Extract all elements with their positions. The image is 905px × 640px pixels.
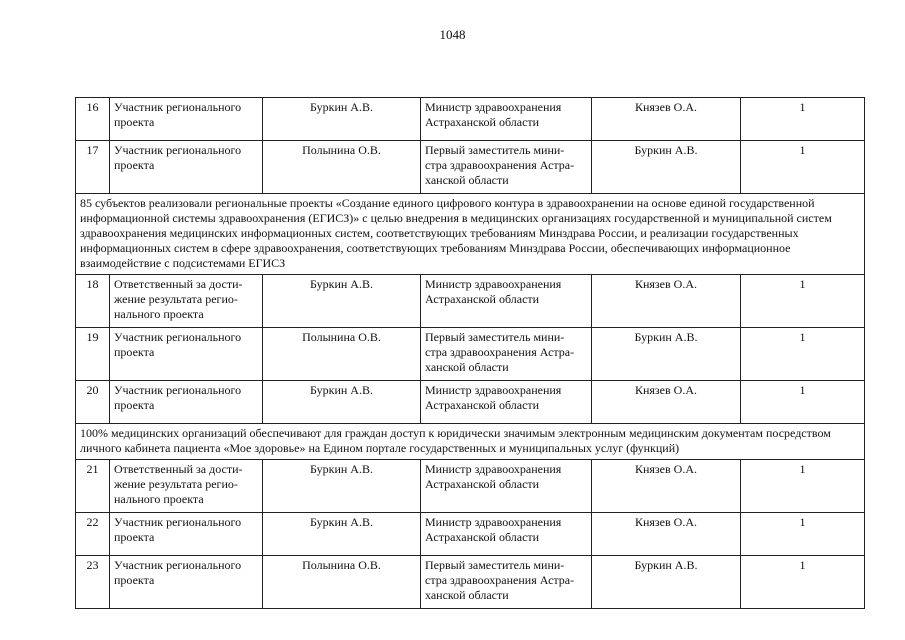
supervisor-cell-text: Князев О.А. (634, 462, 697, 476)
row-number-text: 22 (86, 515, 99, 529)
table-row (76, 460, 865, 513)
table-row (76, 98, 865, 141)
row-number-text: 21 (86, 462, 99, 476)
value-cell (741, 556, 865, 609)
row-number (76, 513, 110, 556)
role-cell (110, 513, 263, 556)
row-number-text: 19 (86, 330, 99, 344)
position-cell-text: Министр здравоохранения Астраханской области (425, 515, 562, 544)
row-number-text: 20 (86, 383, 99, 397)
row-number (76, 275, 110, 328)
row-number (76, 98, 110, 141)
person-name-cell (263, 513, 421, 556)
role-cell-text: Участник регионального проекта (114, 515, 242, 544)
section-heading-text: 100% медицинских организаций обеспечивают для граждан доступ к юридически значимым электронным медицинским документам посредством личного кабинета пациента «Мое здоровье» на Едином портале государственных и муниципальных услуг (функций) (76, 424, 865, 460)
table-row (76, 381, 865, 424)
supervisor-cell-text: Буркин А.В. (634, 143, 698, 157)
role-cell-text: Участник регионального проекта (114, 383, 242, 412)
value-cell (741, 98, 865, 141)
value-cell-text: 1 (799, 143, 806, 157)
section-heading-text: 85 субъектов реализовали региональные проекты «Создание единого цифрового контура в здравоохранении на основе единой государственной информационной системы здравоохранения (ЕГИСЗ)» с целью внедрения в медицинских организациях государственной и муниципальной систем здравоохранения медицинских информационных систем, соответствующих требованиям Минздрава России, и реализации государственных информационных систем в сфере здравоохранения, соответствующих требованиям Минздрава России, обеспечивающих информационное взаимодействие с подсистемами ЕГИСЗ (76, 194, 865, 275)
table-row (76, 556, 865, 609)
position-cell (421, 98, 592, 141)
value-cell-text: 1 (799, 277, 806, 291)
value-cell (741, 513, 865, 556)
person-name-cell (263, 275, 421, 328)
section-heading-row (76, 424, 865, 460)
role-cell-text: Ответственный за дости- жение результата регио- нального проекта (114, 462, 243, 506)
row-number-text: 17 (86, 143, 99, 157)
supervisor-cell-text: Князев О.А. (634, 383, 697, 397)
value-cell (741, 275, 865, 328)
row-number (76, 381, 110, 424)
supervisor-cell-text: Князев О.А. (634, 100, 697, 114)
role-cell (110, 381, 263, 424)
row-number (76, 556, 110, 609)
page-number: 1048 (439, 27, 466, 42)
position-cell (421, 556, 592, 609)
person-name-cell-text: Полынина О.В. (302, 330, 381, 344)
role-cell-text: Участник регионального проекта (114, 143, 242, 172)
position-cell (421, 381, 592, 424)
role-cell (110, 98, 263, 141)
person-name-cell (263, 98, 421, 141)
value-cell (741, 328, 865, 381)
position-cell-text: Министр здравоохранения Астраханской области (425, 100, 562, 129)
supervisor-cell (592, 513, 741, 556)
role-cell (110, 275, 263, 328)
supervisor-cell-text: Буркин А.В. (634, 558, 698, 572)
position-cell-text: Министр здравоохранения Астраханской области (425, 462, 562, 491)
role-cell (110, 460, 263, 513)
person-name-cell (263, 556, 421, 609)
position-cell (421, 275, 592, 328)
value-cell (741, 460, 865, 513)
supervisor-cell (592, 328, 741, 381)
role-cell (110, 328, 263, 381)
supervisor-cell-text: Буркин А.В. (634, 330, 698, 344)
table-body (76, 98, 865, 609)
supervisor-cell (592, 275, 741, 328)
value-cell-text: 1 (799, 515, 806, 529)
supervisor-cell (592, 381, 741, 424)
role-cell-text: Участник регионального проекта (114, 100, 242, 129)
position-cell-text: Министр здравоохранения Астраханской области (425, 277, 562, 306)
position-cell (421, 513, 592, 556)
person-name-cell-text: Буркин А.В. (310, 515, 373, 529)
table-row (76, 513, 865, 556)
row-number-text: 16 (86, 100, 99, 114)
person-name-cell-text: Полынина О.В. (302, 558, 381, 572)
position-cell (421, 328, 592, 381)
value-cell (741, 381, 865, 424)
supervisor-cell (592, 141, 741, 194)
position-cell-text: Министр здравоохранения Астраханской области (425, 383, 562, 412)
row-number (76, 460, 110, 513)
person-name-cell (263, 460, 421, 513)
position-cell-text: Первый заместитель мини- стра здравоохранения Астра- ханской области (425, 330, 575, 374)
value-cell (741, 141, 865, 194)
responsibility-table (75, 97, 865, 609)
role-cell-text: Участник регионального проекта (114, 330, 242, 359)
value-cell-text: 1 (799, 100, 806, 114)
supervisor-cell-text: Князев О.А. (634, 515, 697, 529)
table-row (76, 328, 865, 381)
position-cell-text: Первый заместитель мини- стра здравоохранения Астра- ханской области (425, 143, 575, 187)
table-row (76, 275, 865, 328)
position-cell (421, 141, 592, 194)
row-number (76, 328, 110, 381)
row-number-text: 23 (86, 558, 99, 572)
role-cell-text: Ответственный за дости- жение результата регио- нального проекта (114, 277, 243, 321)
person-name-cell-text: Буркин А.В. (310, 277, 373, 291)
supervisor-cell (592, 98, 741, 141)
person-name-cell-text: Буркин А.В. (310, 462, 373, 476)
row-number (76, 141, 110, 194)
position-cell-text: Первый заместитель мини- стра здравоохранения Астра- ханской области (425, 558, 575, 602)
value-cell-text: 1 (799, 383, 806, 397)
role-cell-text: Участник регионального проекта (114, 558, 242, 587)
section-heading-row (76, 194, 865, 275)
value-cell-text: 1 (799, 462, 806, 476)
position-cell (421, 460, 592, 513)
role-cell (110, 556, 263, 609)
person-name-cell-text: Буркин А.В. (310, 383, 373, 397)
supervisor-cell (592, 556, 741, 609)
value-cell-text: 1 (799, 330, 806, 344)
supervisor-cell-text: Князев О.А. (634, 277, 697, 291)
person-name-cell (263, 328, 421, 381)
row-number-text: 18 (86, 277, 99, 291)
supervisor-cell (592, 460, 741, 513)
person-name-cell-text: Буркин А.В. (310, 100, 373, 114)
person-name-cell (263, 141, 421, 194)
table-row (76, 141, 865, 194)
role-cell (110, 141, 263, 194)
person-name-cell (263, 381, 421, 424)
value-cell-text: 1 (799, 558, 806, 572)
person-name-cell-text: Полынина О.В. (302, 143, 381, 157)
